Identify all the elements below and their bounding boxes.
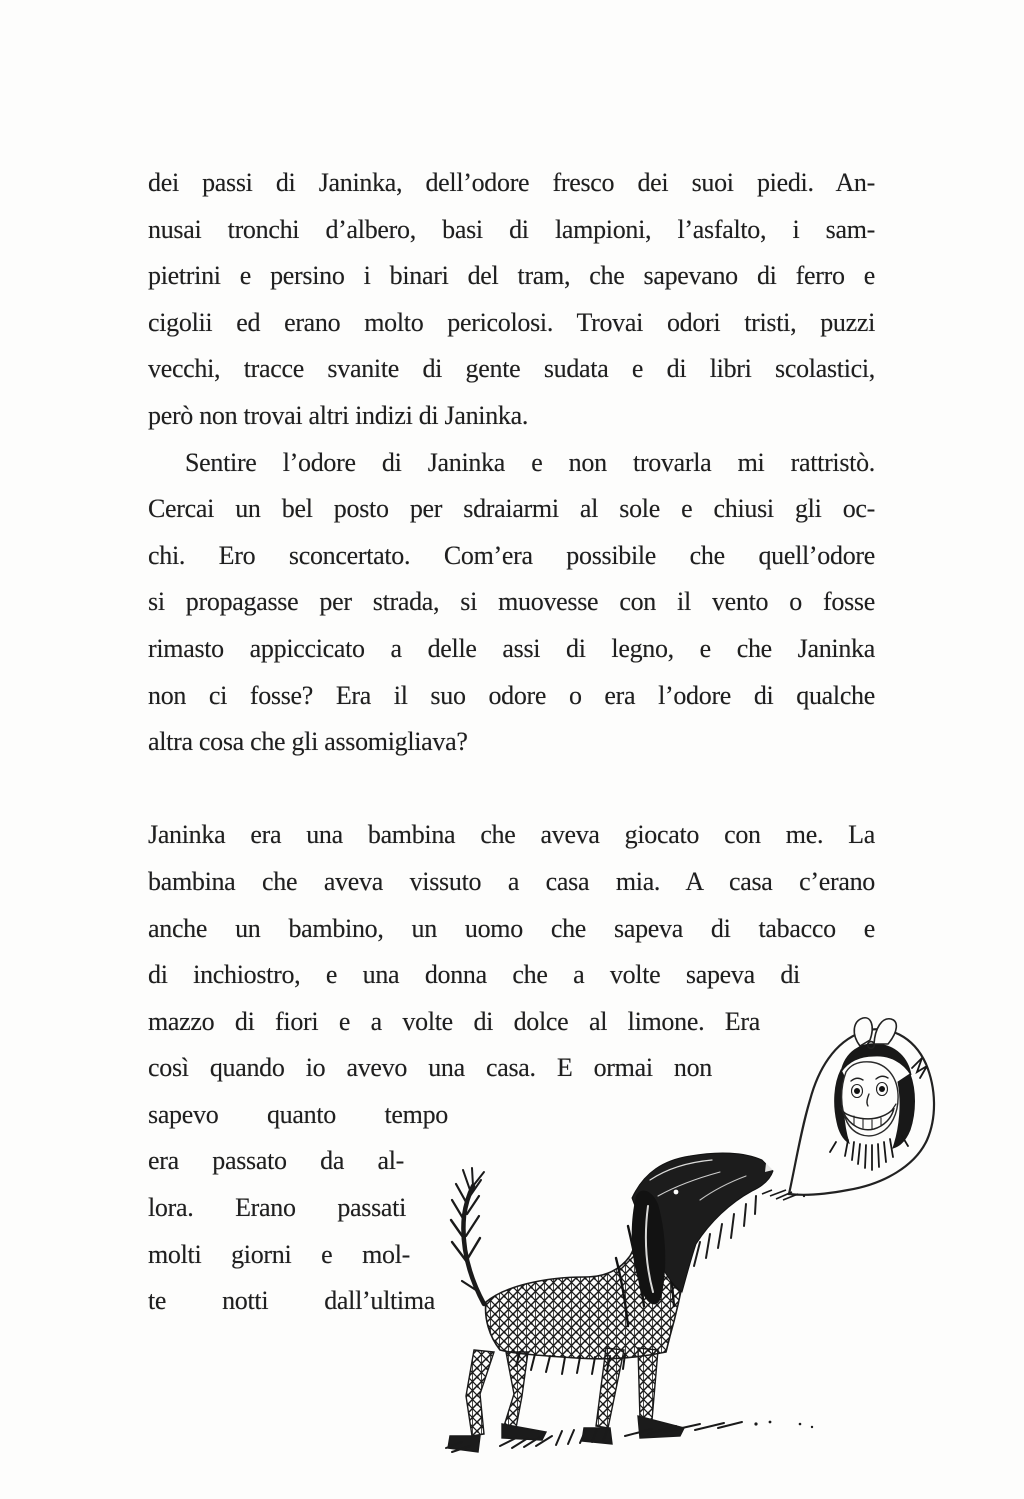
text-line: molti giorni e mol- [148,1239,410,1269]
text-line: mazzo di fiori e a volte di dolce al limone. Era [148,1006,760,1036]
text-line: non ci fosse? Era il suo odore o era l’odore di qualche [148,680,875,710]
girl-hair-flick [912,1058,927,1078]
paragraph-1 [148,160,875,440]
text-line: lora. Erano passati [148,1193,406,1223]
text-line: cigolii ed erano molto pericolosi. Trovai odori tristi, puzzi [148,307,875,337]
text-line: rimasto appiccicato a delle assi di legno, e che Janinka [148,633,875,663]
dog-belly-fringe [516,1352,625,1374]
paragraph-3 [148,812,875,1325]
text-line: anche un bambino, un uomo che sapeva di tabacco e [148,913,875,943]
text-line: nusai tronchi d’albero, basi di lampioni, l’asfalto, i sam- [148,214,875,244]
text-line: Cercai un bel posto per sdraiarmi al sole e chiusi gli oc- [148,494,875,524]
text-line: così quando io avevo una casa. E ormai non [148,1053,712,1083]
text-line: era passato da al- [148,1146,404,1176]
text-line: chi. Ero sconcertato. Com’era possibile che quell’odore [148,540,875,570]
text-line: dei passi di Janinka, dell’odore fresco dei suoi piedi. An- [148,168,875,197]
text-line: Janinka era una bambina che aveva giocato con me. La [148,820,875,850]
text-line: altra cosa che gli assomigliava? [148,727,468,757]
ground-hatches [446,1421,813,1452]
text-line: te notti dall’ultima [148,1286,435,1316]
dog-legs [448,1348,684,1452]
text-line: di inchiostro, e una donna che a volte sapeva di [148,960,800,990]
page-text [148,160,875,1325]
text-line: bambina che aveva vissuto a casa mia. A casa c’erano [148,866,875,896]
text-line: si propagasse per strada, si muovesse con il vento o fosse [148,587,875,617]
paragraph-2 [148,440,875,766]
text-line: però non trovai altri indizi di Janinka. [148,400,529,430]
text-line: sapevo quanto tempo [148,1099,448,1129]
text-line: Sentire l’odore di Janinka e non trovarla mi rattristò. [185,447,875,477]
text-line: pietrini e persino i binari del tram, che sapevano di ferro e [148,261,875,291]
text-line: vecchi, tracce svanite di gente sudata e di libri scolastici, [148,354,875,384]
